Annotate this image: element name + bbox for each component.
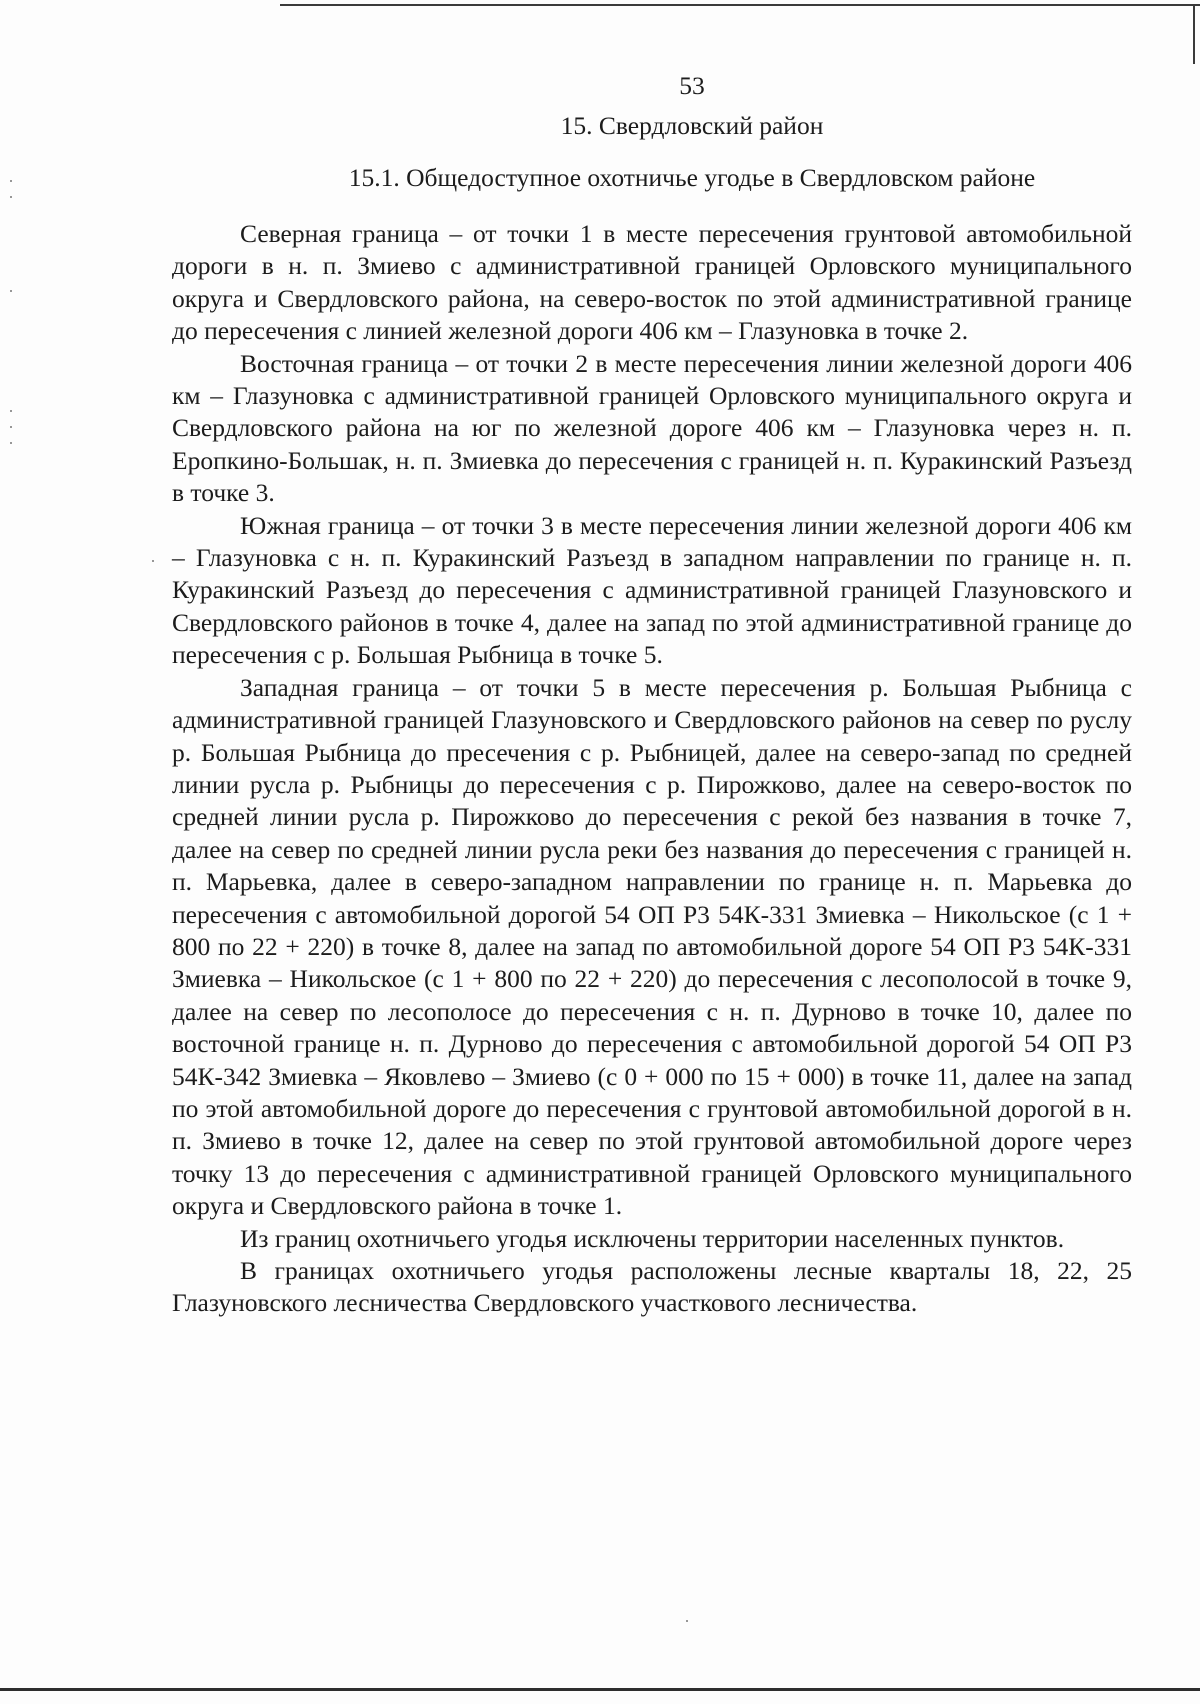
page-number: 53 — [679, 71, 705, 100]
subsection-title: 15.1. Общедоступное охотничье угодье в Свердловском районе — [348, 163, 1036, 192]
scan-edge-right — [1193, 4, 1195, 64]
paragraph-south-border: Южная граница – от точки 3 в месте пересечения линии железной дороги 406 км – Глазуновка с н. п. Куракинский Разъезд в западном направлении по границе н. п. Куракинский Разъезд до пересечения с административной границей Глазуновского и Свердловского районов в точке 4, далее на запад по этой административной границе до пересечения с р. Большая Рыбница в точке 5. — [172, 510, 1132, 670]
scan-speck — [10, 410, 12, 412]
scan-speck — [10, 426, 12, 428]
scan-speck — [152, 560, 154, 562]
paragraph-forest-quarters: В границах охотничьего угодья расположены лесные кварталы 18, 22, 25 Глазуновского лесничества Свердловского участкового лесничества. — [172, 1256, 1132, 1318]
scan-speck — [10, 290, 12, 292]
scan-speck — [10, 196, 12, 198]
paragraph-exclusions: Из границ охотничьего угодья исключены территории населенных пунктов. — [240, 1223, 1065, 1253]
section-title: 15. Свердловский район — [560, 111, 824, 140]
paragraph-north-border: Северная граница – от точки 1 в месте пересечения грунтовой автомобильной дороги в н. п. Змиево с административной границей Орловского муниципального округа и Свердловского района, на северо-восток по этой административной границе до пересечения с линией железной дороги 406 км – Глазуновка в точке 2. — [172, 219, 1132, 346]
scan-edge-bottom — [0, 1688, 1200, 1691]
scan-edge-top — [280, 4, 1200, 6]
scan-speck — [10, 442, 12, 444]
document-body — [172, 66, 1132, 1320]
scan-speck — [10, 180, 12, 182]
paragraph-east-border: Восточная граница – от точки 2 в месте пересечения линии железной дороги 406 км – Глазуновка с административной границей Орловского муниципального округа и Свердловского района на юг по железной дороге 406 км – Глазуновка через н. п. Еропкино-Большак, н. п. Змиевка до пересечения с границей н. п. Куракинский Разъезд в точке 3. — [172, 348, 1132, 508]
scan-speck — [686, 1620, 688, 1622]
paragraph-west-border: Западная граница – от точки 5 в месте пересечения р. Большая Рыбница с административной границей Глазуновского и Свердловского районов на север по руслу р. Большая Рыбница до пресечения с р. Рыбницей, далее на северо-запад по средней линии русла р. Рыбницы до пересечения с р. Пирожково, далее на северо-восток по средней линии русла р. Пирожково до пересечения с рекой без названия в точке 7, далее на север по средней линии русла реки без названия до пересечения с границей н. п. Марьевка, далее в северо-западном направлении по границе н. п. Марьевка до пересечения с автомобильной дорогой 54 ОП Р3 54К-331 Змиевка – Никольское (с 1 + 800 по 22 + 220) в точке 8, далее на запад по автомобильной дороге 54 ОП Р3 54К-331 Змиевка – Никольское (с 1 + 800 по 22 + 220) до пересечения с лесополосой в точке 9, далее на север по лесополосе до пересечения с н. п. Дурново в точке 10, далее по восточной границе н. п. Дурново до пересечения с автомобильной дорогой 54 ОП Р3 54К-342 Змиевка – Яковлево – Змиево (с 0 + 000 по 15 + 000) в точке 11, далее на запад по этой автомобильной дороге до пересечения с грунтовой автомобильной дорогой в н. п. Змиево в точке 12, далее на север по этой грунтовой автомобильной дороге через точку 13 до пересечения с административной границей Орловского муниципального округа и Свердловского района в точке 1. — [172, 672, 1132, 1221]
